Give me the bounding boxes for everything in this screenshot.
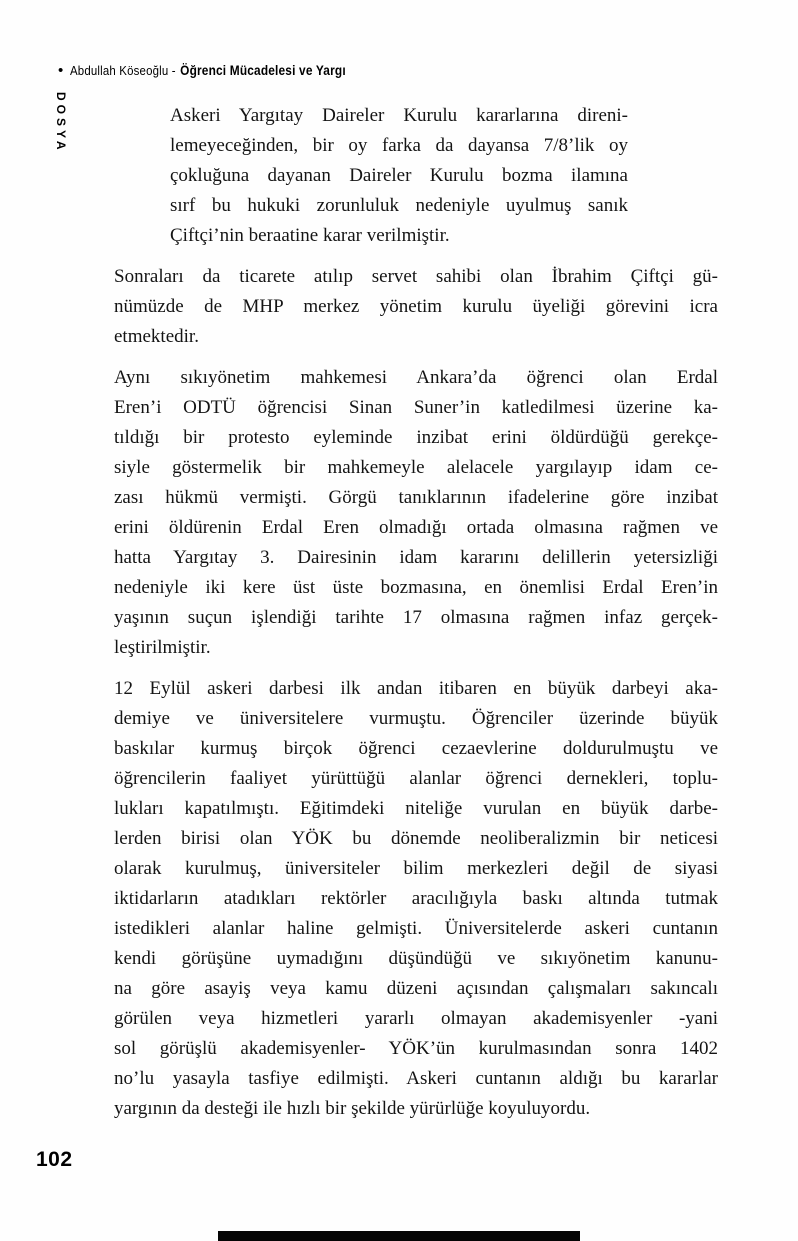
body-line: tıldığı bir protesto eyleminde inzibat erini öldürdüğü gerekçe-: [114, 427, 718, 448]
quote-line: Çiftçi’nin beraatine karar verilmiştir.: [170, 225, 450, 246]
body-line: sol görüşlü akademisyenler- YÖK’ün kurulmasından sonra 1402: [114, 1038, 718, 1059]
body-line: no’lu yasayla tasfiye edilmişti. Askeri cuntanın aldığı bu kararlar: [114, 1068, 718, 1089]
body-line: 12 Eylül askeri darbesi ilk andan itibaren en büyük darbeyi aka-: [114, 678, 718, 699]
body-line: Sonraları da ticarete atılıp servet sahibi olan İbrahim Çiftçi gü-: [114, 266, 718, 287]
body-line: siyle göstermelik bir mahkemeyle alelacele yargılayıp idam ce-: [114, 457, 718, 478]
body-line: baskılar kurmuş birçok öğrenci cezaevlerine doldurulmuştu ve: [114, 738, 718, 759]
header-author: Abdullah Köseoğlu -: [70, 63, 177, 78]
body-text: [114, 101, 718, 1135]
body-line: görülen veya hizmetleri yararlı olmayan akademisyenler -yani: [114, 1008, 718, 1029]
quote-block: [170, 101, 628, 251]
quote-line: lemeyeceğinden, bir oy farka da dayansa 7/8’lik oy: [170, 135, 628, 156]
header-title: Öğrenci Mücadelesi ve Yargı: [180, 63, 347, 78]
body-line: demiye ve üniversitelere vurmuştu. Öğrenciler üzerinde büyük: [114, 708, 718, 729]
body-line: nedeniyle iki kere üst üste bozmasına, en önemlisi Erdal Eren’in: [114, 577, 718, 598]
bottom-edge-bar: [218, 1231, 580, 1241]
body-line: etmektedir.: [114, 326, 199, 347]
body-line: yargının da desteği ile hızlı bir şekilde yürürlüğe koyuluyordu.: [114, 1098, 591, 1119]
header-text: [70, 63, 346, 78]
body-line: leştirilmiştir.: [114, 637, 211, 658]
body-line: öğrencilerin faaliyet yürüttüğü alanlar öğrenci dernekleri, toplu-: [114, 768, 718, 789]
body-line: iktidarların atadıkları rektörler aracılığıyla baskı altında tutmak: [114, 888, 718, 909]
quote-line: Askeri Yargıtay Daireler Kurulu kararlarına direni-: [170, 105, 628, 126]
body-line: lukları kapatılmıştı. Eğitimdeki niteliğe vurulan en büyük darbe-: [114, 798, 718, 819]
section-label-dosya: DOSYA: [54, 92, 68, 154]
quote-line: sırf bu hukuki zorunluluk nedeniyle uyulmuş sanık: [170, 195, 628, 216]
body-line: kendi görüşüne uymadığını düşündüğü ve sıkıyönetim kanunu-: [114, 948, 718, 969]
body-line: na göre asayiş veya kamu düzeni açısından çalışmaları sakıncalı: [114, 978, 718, 999]
paragraphs-container: [114, 262, 718, 1124]
bullet-icon: •: [58, 62, 64, 79]
body-line: hatta Yargıtay 3. Dairesinin idam kararını delillerin yetersizliği: [114, 547, 718, 568]
quote-line: çokluğuna dayanan Daireler Kurulu bozma ilamına: [170, 165, 628, 186]
body-line: erini öldürenin Erdal Eren olmadığı ortada olmasına rağmen ve: [114, 517, 718, 538]
body-line: Aynı sıkıyönetim mahkemesi Ankara’da öğrenci olan Erdal: [114, 367, 718, 388]
paragraph: [114, 363, 718, 663]
body-line: olarak kurulmuş, üniversiteler bilim merkezleri değil de siyasi: [114, 858, 718, 879]
page-number: 102: [36, 1148, 73, 1171]
paragraph: [114, 674, 718, 1124]
body-line: nümüzde de MHP merkez yönetim kurulu üyeliği görevini icra: [114, 296, 718, 317]
body-line: zası hükmü vermişti. Görgü tanıklarının ifadelerine göre inzibat: [114, 487, 718, 508]
running-header: [58, 63, 384, 78]
body-line: yaşının suçun işlendiği tarihte 17 olmasına rağmen infaz gerçek-: [114, 607, 718, 628]
body-line: lerden birisi olan YÖK bu dönemde neoliberalizmin bir neticesi: [114, 828, 718, 849]
body-line: Eren’i ODTÜ öğrencisi Sinan Suner’in katledilmesi üzerine ka-: [114, 397, 718, 418]
paragraph: [114, 262, 718, 352]
body-line: istedikleri alanlar haline gelmişti. Üniversitelerde askeri cuntanın: [114, 918, 718, 939]
